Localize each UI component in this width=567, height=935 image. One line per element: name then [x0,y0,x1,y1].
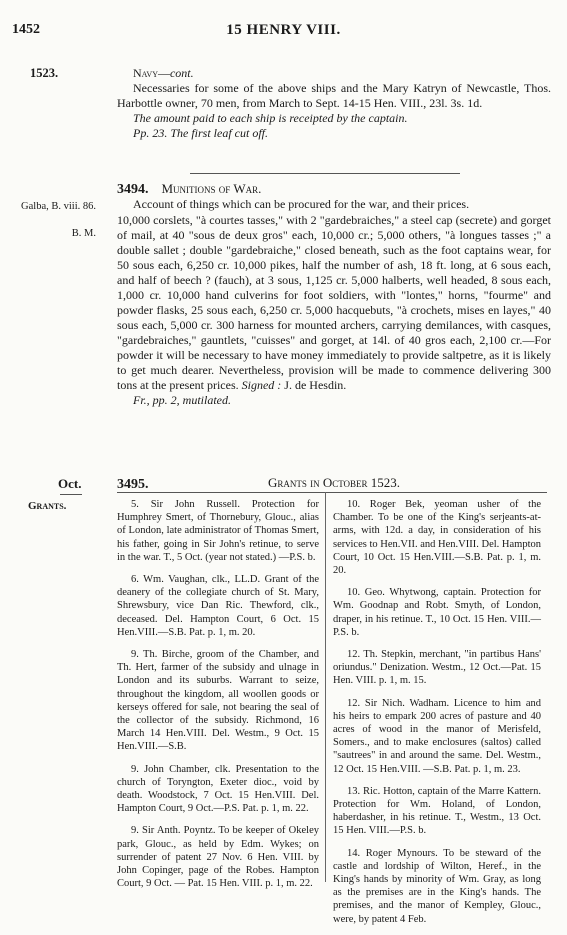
entry-3494-reference: Galba, B. viii. 86. [21,201,96,212]
grant-item: 12. Th. Stepkin, merchant, "in partibus Hans' oriundus." Denization. Westm., 12 Oct.—Pat. 15 Hen. VIII. p. 1, m. 15. [333,649,541,687]
grant-item: 9. John Chamber, clk. Presentation to the church of Toryngton, Exeter dioc., void by death. Woodstock, 7 Oct. 15 Hen.VIII. Del. Hampton Court, 9 Oct.—P.S. Pat. p. 1, m. 22. [117,763,319,815]
entry-3494-intro: Account of things which can be procured for the war, and their prices. [133,197,470,211]
entry-3495-heading: 3495. Grants in October 1523. [117,475,401,492]
grants-right-column [333,498,541,935]
entry-3494 [117,181,551,408]
grant-item: 10. Geo. Whytwong, captain. Protection for Wm. Goodnap and Robt. Smyth, of London, draper, in his retinue. T., 10 Oct. 15 Hen. VIII.—P.S. b. [333,587,541,638]
grant-item: 6. Wm. Vaughan, clk., LL.D. Grant of the deanery of the collegiate church of St. Mary, Shrewsbury, vice Dan Ric. Thewford, clk., deceased. Del. Hampton Court, 6 Oct. 15 Hen.VIII.—S.B. Pat. p. 1, m. 20. [117,574,319,638]
grants-left-column [117,498,319,899]
month-underline [60,494,82,495]
navy-note: The amount paid to each ship is receipted by the captain. [133,111,408,125]
grant-item: 9. Sir Anth. Poyntz. To be keeper of Okeley park, Glouc., as held by Edm. Wykes; on surrender of patent 27 Nov. 6 Hen. VIII. by John Copinger, page of the Robes. Hampton Court, 9 Oct. — Pat. 15 Hen. VIII. p. 1, m. 22. [117,825,319,890]
entry-3494-heading: 3494. Munitions of War. [117,181,262,197]
column-divider [325,492,326,882]
navy-heading: Navy—cont. [133,66,194,80]
grant-item: 13. Ric. Hotton, captain of the Marre Kattern. Protection for Wm. Holand, of London, haberdasher, in his retinue. T., Westm., 13 Oct. 15 Hen. VIII.—P.S. b. [333,785,541,837]
grant-item: 14. Roger Mynours. To be steward of the castle and lordship of Wilton, Heref., in the King's hands by minority of Wm. Gray, as long as the premises are in the King's hands. The premises, and the manor of Kempley, Glouc., were, by patent 4 Feb. [333,847,541,925]
navy-pages: Pp. 23. The first leaf cut off. [133,126,268,140]
navy-section [117,66,551,141]
grant-item: 12. Sir Nich. Wadham. Licence to him and his heirs to empark 200 acres of pasture and 40 acres of wood in the manor of Merisfeld, Somers., and to make enclosures (saltos) called "sautrees" in and around the same. Del. Westm., 12 Oct. 15 Hen.VIII. —S.B. Pat. p. 1, m. 23. [333,697,541,775]
entry-3495-label: Grants. [28,500,67,512]
section-divider [190,173,460,174]
navy-paragraph: Necessaries for some of the above ships and the Mary Katryn of Newcastle, Thos. Harbottle owner, 70 men, from March to Sept. 14-15 Hen. VIII., 23l. 3s. 1d. [117,81,551,110]
entry-3494-source: B. M. [71,228,96,239]
grants-top-rule [117,492,547,493]
grant-item: 5. Sir John Russell. Protection for Humphrey Smert, of Thornebury, Glouc., alias of London, late administrator of Thomas Smert, his father, going in Sir John's retinue, to serve in the war. T., 5 Oct. (year not stated.) —P.S. b. [117,499,319,563]
grant-item: 10. Roger Bek, yeoman usher of the Chamber. To be one of the King's serjeants-at-arms, with 12d. a day, in consideration of his services to Hen.VII. and Hen.VIII. Del. Hampton Court, 10 Oct. 15 Hen.VIII.—S.B. Pat. p. 1, m. 20. [333,499,541,577]
entry-3494-body: 10,000 corslets, "à courtes tasses," with 2 "gardebraiches," a steel cap (secrete) and gorget of mail, at 40 "sous de deux gros" each, 10,000 cr.; 5,000 others, "à longues tasses ;" a double sallet ; double "gardebraiche," closed beneath, such as the foot captains wear, for 50 sous each, 6,250 cr. 10,000 pikes, half the number of ash, 18 ft. long, at 6 sous each, and half of beech ? (fauch), at 3 sous, 1,125 cr. 5,000 halberts, well headed, 8 sous each, 1,000 cr. 10,000 hand culverins for foot soldiers, with "lontes," horns, "fourme" and powder flasks, 25 sous each, 6,250 cr. 5,000 hacquebuts, "à crochets, mises en layes," 40 sous each, 5,000 cr. 300 harness for mounted archers, carrying demilances, with casques, "gardebraiches," gauntlets, "cuisses" and gorget, at 14l. of 40 gros each, 2,100 cr.—For powder it will be necessary to have money immediately to provide saltpetre, as it is likely to get much dearer. Nevertheless, provision will be made to commence delivering 300 tons at the present prices. Signed : J. de Hesdin. [117,213,551,392]
entry-3494-footnote: Fr., pp. 2, mutilated. [133,393,231,407]
year-margin: 1523. [30,66,59,80]
page-number: 1452 [12,22,40,37]
running-title: 15 HENRY VIII. [226,22,341,38]
entry-3495-month: Oct. [58,476,82,491]
grant-item: 9. Th. Birche, groom of the Chamber, and Th. Hert, farmer of the subsidy and ulnage in London and its suburbs. Warrant to seize, throughout the kingdom, all woollen goods or kerseys offered for sale, not bearing the seal of the collector of the subsidy. Richmond, 16 March 14 Hen.VIII. Del. Westm., 9 Oct. 15 Hen.VIII.—S.B. [117,649,319,753]
